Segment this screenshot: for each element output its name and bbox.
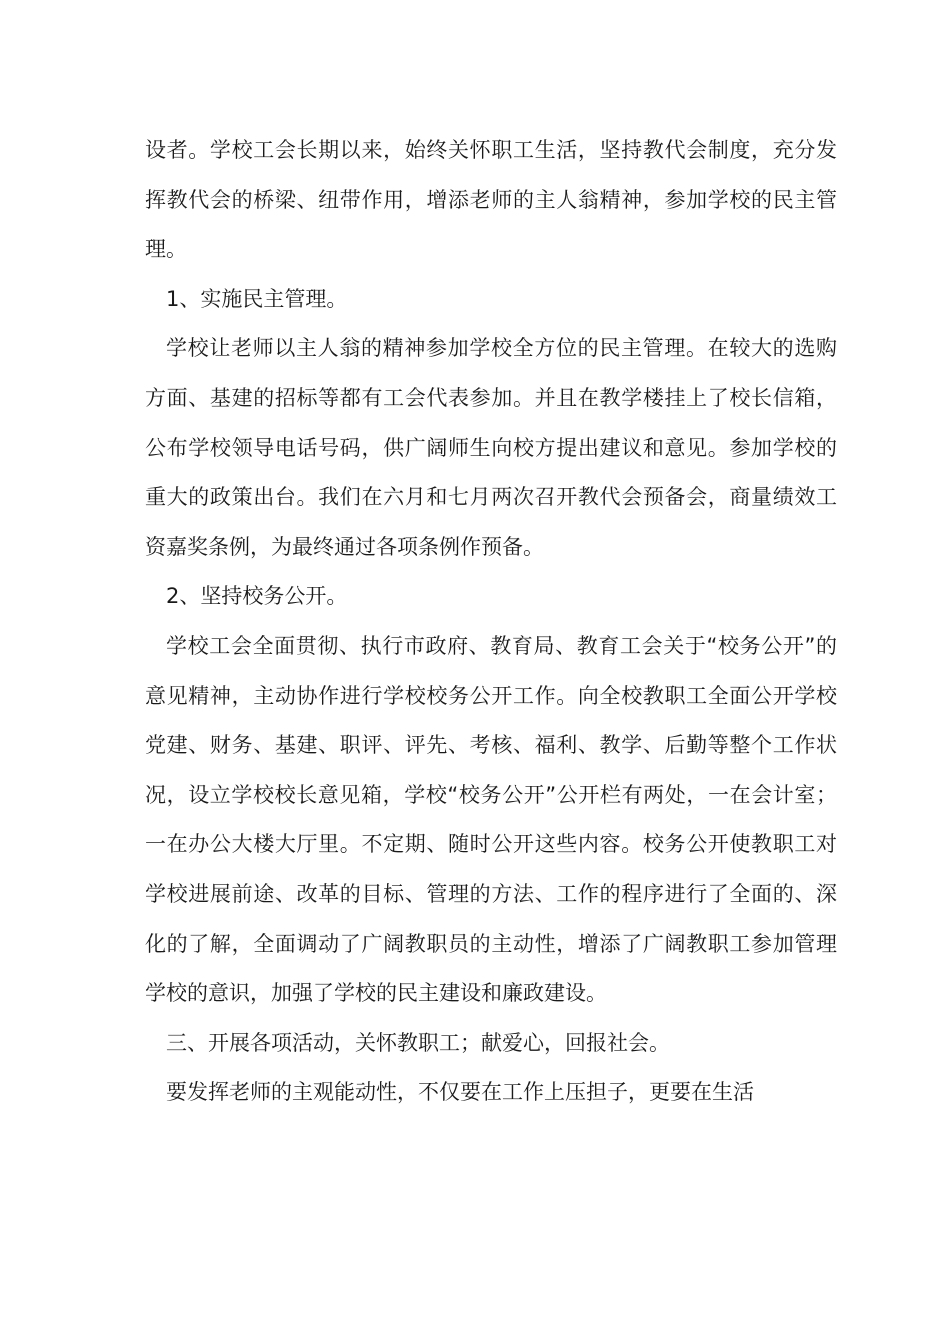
paragraph-school-affairs-disclosure: 学校工会全面贯彻、执行市政府、教育局、教育工会关于“校务公开”的意见精神，主动协作进行学校校务公开工作。向全校教职工全面公开学校党建、财务、基建、职评、评先、考核、福利、教学、后勤等整个工作状况，设立学校校长意见箱，学校“校务公开”公开栏有两处，一在会计室；一在办公大楼大厅里。不定期、随时公开这些内容。校务公开使教职工对学校进展前途、改革的目标、管理的方法、工作的程序进行了全面的、深化的了解，全面调动了广阔教职员的主动性，增添了广阔教职工参加管理学校的意识，加强了学校的民主建设和廉政建设。	[145, 633, 837, 1006]
section-heading-democratic-management: 1、实施民主管理。	[166, 286, 348, 311]
section-heading-activities: 三、开展各项活动，关怀教职工；献爱心，回报社会。	[166, 1030, 670, 1055]
document-body	[145, 126, 837, 1118]
paragraph-intro: 设者。学校工会长期以来，始终关怀职工生活，坚持教代会制度，充分发挥教代会的桥梁、纽带作用，增添老师的主人翁精神，参加学校的民主管理。	[145, 138, 837, 262]
paragraph-activities: 要发挥老师的主观能动性，不仅要在工作上压担子，更要在生活	[166, 1080, 754, 1105]
section-heading-school-affairs-disclosure: 2、坚持校务公开。	[166, 584, 348, 609]
paragraph-democratic-management: 学校让老师以主人翁的精神参加学校全方位的民主管理。在较大的选购方面、基建的招标等都有工会代表参加。并且在教学楼挂上了校长信箱，公布学校领导电话号码，供广阔师生向校方提出建议和意见。参加学校的重大的政策出台。我们在六月和七月两次召开教代会预备会，商量绩效工资嘉奖条例，为最终通过各项条例作预备。	[145, 336, 837, 559]
